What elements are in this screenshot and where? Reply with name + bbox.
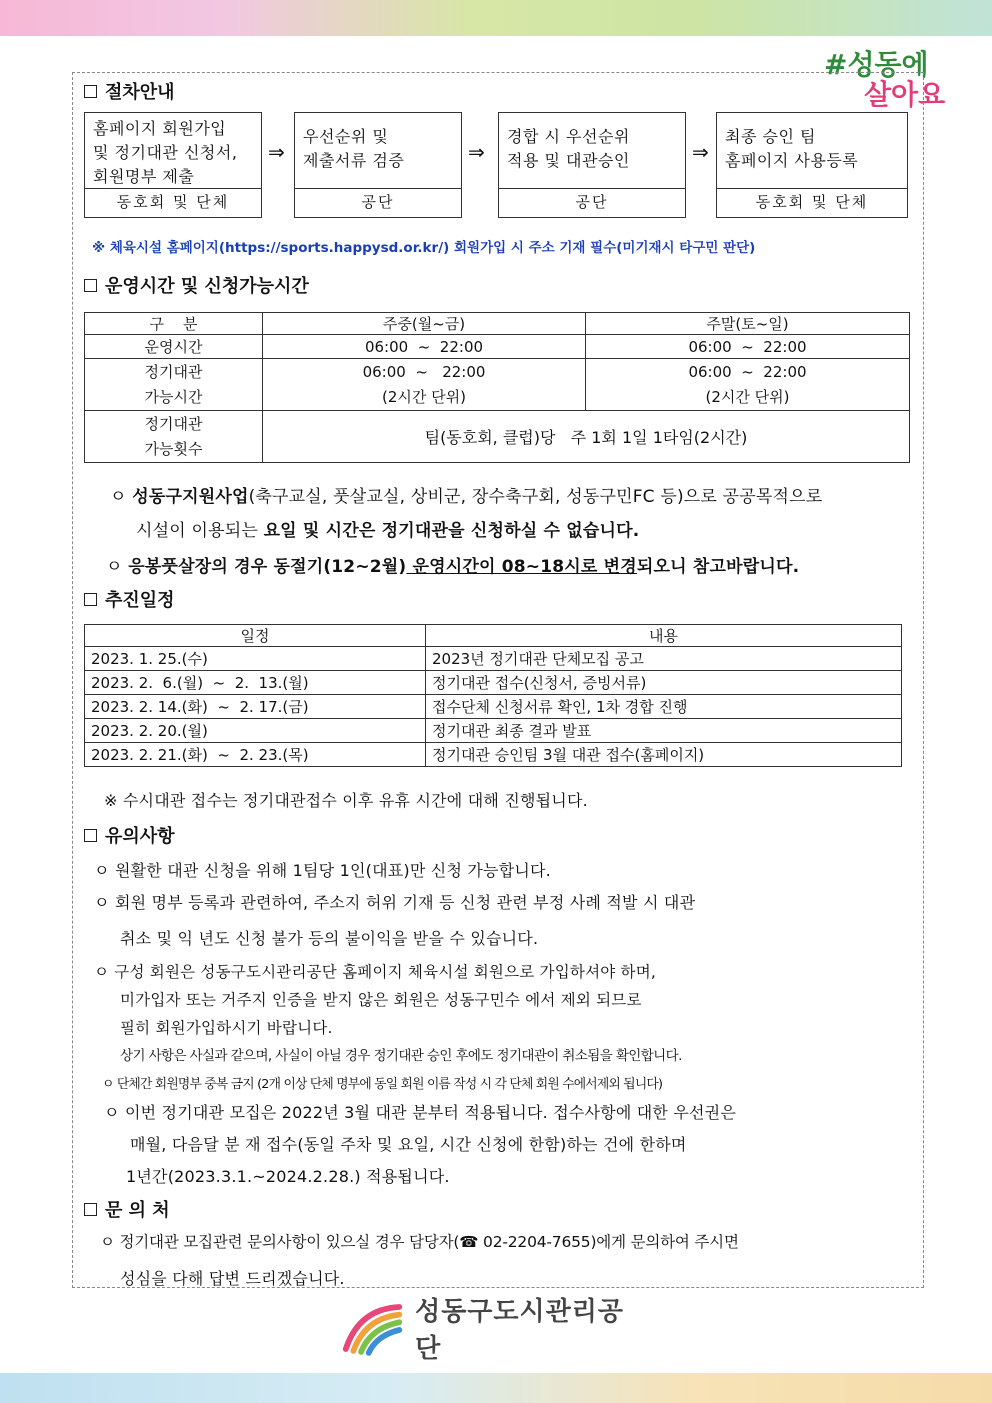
org-logo <box>340 1296 640 1364</box>
table-row <box>85 743 902 767</box>
checkbox-icon <box>84 593 97 606</box>
hours-row-label: 정기대관 가능횟수 <box>85 411 263 463</box>
schedule-note: ※ 수시대관 접수는 정기대관접수 이후 유휴 시간에 대해 진행됩니다. <box>104 791 588 810</box>
schedule-date: 2023. 2. 21.(화) ~ 2. 23.(목) <box>85 743 426 767</box>
contact-line-2: 성심을 다해 답변 드리겠습니다. <box>120 1269 345 1288</box>
table-row <box>85 671 902 695</box>
flow-step-2-text: 우선순위 및 제출서류 검증 <box>295 113 461 189</box>
hours-heading <box>84 272 309 298</box>
schedule-content: 2023년 정기대관 단체모집 공고 <box>426 647 902 671</box>
hours-row-label: 정기대관 가능시간 <box>85 359 263 411</box>
checkbox-icon <box>84 279 97 292</box>
hours-note-2: ㅇ 응봉풋살장의 경우 동절기(12~2월) 운영시간이 08~18시로 변경되오니 참고바랍니다. <box>106 557 800 577</box>
table-row <box>85 359 910 411</box>
checkbox-icon <box>84 85 97 98</box>
contact-title: 문 의 처 <box>105 1200 170 1221</box>
table-row <box>85 647 902 671</box>
caution-line: 상기 사항은 사실과 같으며, 사실이 아닐 경우 정기대관 승인 후에도 정기대관이 취소됨을 확인합니다. <box>120 1048 682 1064</box>
caution-line: 미가입자 또는 거주지 인증을 받지 않은 회원은 성동구민수 에서 제외 되므로 <box>120 991 642 1009</box>
flow-step-3-text: 경합 시 우선순위 적용 및 대관승인 <box>499 113 685 189</box>
org-name: 성동구도시관리공단 <box>415 1297 625 1364</box>
cautions-heading <box>84 822 175 848</box>
flow-arrow-3: ⇒ <box>692 140 709 164</box>
caution-line: ㅇ 구성 회원은 성동구도시관리공단 홈페이지 체육시설 회원으로 가입하셔야 하며, <box>94 963 657 981</box>
membership-note: ※ 체육시설 홈페이지(https://sports.happysd.or.kr/) 회원가입 시 주소 기재 필수(미기재시 타구민 판단) <box>92 240 756 256</box>
rainbow-logo-icon <box>340 1300 405 1356</box>
caution-line: ㅇ 원활한 대관 신청을 위해 1팀당 1인(대표)만 신청 가능합니다. <box>94 861 551 880</box>
hours-row-weekday: 06:00 ~ 22:00 <box>263 335 586 359</box>
table-row <box>85 719 902 743</box>
hashtag-line2: 살아요 <box>864 78 946 108</box>
schedule-date: 2023. 2. 20.(월) <box>85 719 426 743</box>
hours-row-merged: 팀(동호회, 클럽)당 주 1회 1일 1타임(2시간) <box>263 411 910 463</box>
checkbox-icon <box>84 829 97 842</box>
schedule-header-date: 일정 <box>85 625 426 647</box>
schedule-heading <box>84 586 175 612</box>
schedule-content: 정기대관 접수(신청서, 증빙서류) <box>426 671 902 695</box>
flow-step-1-text: 홈페이지 회원가입 및 정기대관 신청서, 회원명부 제출 <box>85 113 261 189</box>
schedule-date: 2023. 2. 6.(월) ~ 2. 13.(월) <box>85 671 426 695</box>
hours-row-label: 운영시간 <box>85 335 263 359</box>
schedule-title: 추진일정 <box>105 590 175 611</box>
schedule-content: 접수단체 신청서류 확인, 1차 경합 진행 <box>426 695 902 719</box>
table-row <box>85 411 910 463</box>
bottom-color-band <box>0 1373 992 1403</box>
flow-step-3-actor: 공단 <box>575 193 609 211</box>
schedule-content: 정기대관 승인팀 3월 대관 접수(홈페이지) <box>426 743 902 767</box>
flow-step-2 <box>294 112 462 218</box>
caution-line: ㅇ 이번 정기대관 모집은 2022년 3월 대관 분부터 적용됩니다. 접수사항에 대한 우선권은 <box>104 1103 736 1122</box>
flow-arrow-1: ⇒ <box>268 140 285 164</box>
hours-table <box>84 312 910 463</box>
caution-line: 취소 및 익 년도 신청 불가 등의 불이익을 받을 수 있습니다. <box>120 929 539 948</box>
hours-header-category: 구 분 <box>85 313 263 335</box>
top-color-band <box>0 0 992 36</box>
table-row <box>85 335 910 359</box>
flow-step-4 <box>716 112 908 218</box>
flow-step-4-text: 최종 승인 팀 홈페이지 사용등록 <box>717 113 907 189</box>
procedure-heading <box>84 78 175 104</box>
caution-line: ㅇ 단체간 회원명부 중복 금지 (2개 이상 단체 명부에 동일 회원 이름 작성 시 각 단체 회원 수에서제외 됩니다) <box>102 1077 663 1092</box>
hashtag-line1: #성동에 <box>824 48 929 81</box>
schedule-header-content: 내용 <box>426 625 902 647</box>
checkbox-icon <box>84 1203 97 1216</box>
hours-note-1: ㅇ 성동구지원사업(축구교실, 풋살교실, 상비군, 장수축구회, 성동구민FC 등)으로 공공목적으로 <box>110 487 823 507</box>
hours-row-weekend: 06:00 ~ 22:00 <box>586 335 910 359</box>
schedule-table <box>84 624 902 767</box>
procedure-title: 절차안내 <box>105 82 175 103</box>
hours-header-weekday: 주중(월~금) <box>263 313 586 335</box>
caution-line: 필히 회원가입하시기 바랍니다. <box>120 1019 333 1037</box>
contact-line-1: ㅇ 정기대관 모집관련 문의사항이 있으실 경우 담당자(☎ 02-2204-7655)에게 문의하여 주시면 <box>100 1233 739 1251</box>
hours-row-weekend: 06:00 ~ 22:00 (2시간 단위) <box>586 359 910 411</box>
hours-header-weekend: 주말(토~일) <box>586 313 910 335</box>
cautions-title: 유의사항 <box>105 826 175 847</box>
hours-row-weekday: 06:00 ~ 22:00 (2시간 단위) <box>263 359 586 411</box>
caution-line: 매월, 다음달 분 재 접수(동일 주차 및 요일, 시간 신청에 한함)하는 건에 한하며 <box>130 1135 687 1154</box>
caution-line: 1년간(2023.3.1.~2024.2.28.) 적용됩니다. <box>126 1167 450 1186</box>
contact-heading <box>84 1196 170 1222</box>
hours-title: 운영시간 및 신청가능시간 <box>105 276 309 297</box>
flow-step-1-actor: 동호회 및 단체 <box>116 193 230 211</box>
schedule-date: 2023. 1. 25.(수) <box>85 647 426 671</box>
flow-step-4-actor: 동호회 및 단체 <box>755 193 869 211</box>
flow-arrow-2: ⇒ <box>468 140 485 164</box>
flow-step-2-actor: 공단 <box>361 193 395 211</box>
flow-step-3 <box>498 112 686 218</box>
schedule-content: 정기대관 최종 결과 발표 <box>426 719 902 743</box>
table-row <box>85 695 902 719</box>
hours-note-1-cont: 시설이 이용되는 요일 및 시간은 정기대관을 신청하실 수 없습니다. <box>136 521 640 541</box>
schedule-date: 2023. 2. 14.(화) ~ 2. 17.(금) <box>85 695 426 719</box>
flow-step-1 <box>84 112 262 218</box>
caution-line: ㅇ 회원 명부 등록과 관련하여, 주소지 허위 기재 등 신청 관련 부정 사례 적발 시 대관 <box>94 893 696 912</box>
